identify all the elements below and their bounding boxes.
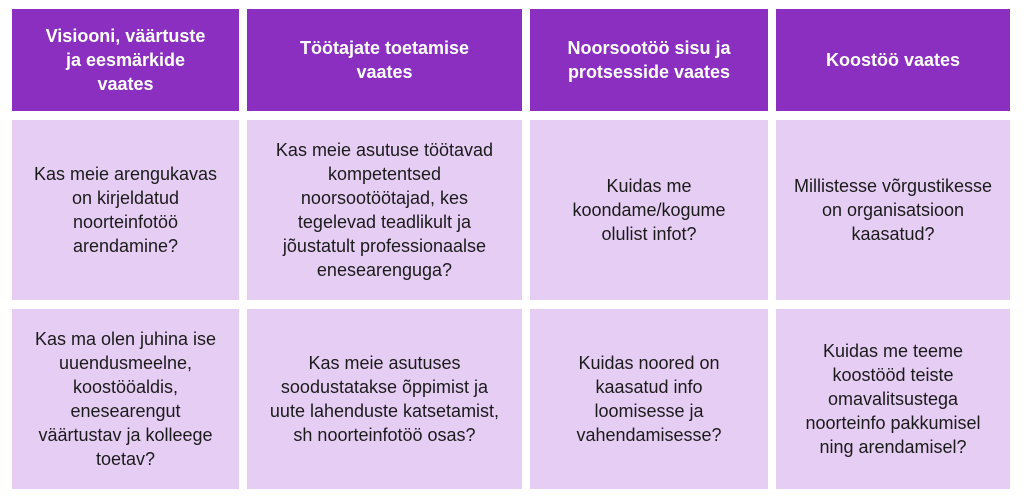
question-cell [530, 309, 768, 489]
question-cell [12, 309, 239, 489]
header-staff-support [247, 9, 522, 111]
question-text: Kas meie asutuses soodustatakse õppimist ja uute lahenduste katsetamist, sh noorteinfotöö osas? [269, 353, 500, 445]
question-text: Millistesse võrgustikesse on organisatsioon kaasatud? [793, 176, 993, 244]
header-vision-values-goals [12, 9, 239, 111]
question-cell [12, 120, 239, 300]
question-text: Kuidas noored on kaasatud info loomisesse ja vahendamisesse? [576, 353, 722, 445]
question-text: Kas meie asutuse töötavad kompetentsed noorsootöötajad, kes tegelevad teadlikult ja jõustatult professionaalse enesearenguga? [275, 140, 494, 280]
perspectives-table [12, 9, 1010, 489]
question-cell [530, 120, 768, 300]
question-cell [247, 120, 522, 300]
header-label: Koostöö vaates [825, 50, 961, 70]
question-text: Kuidas me koondame/kogume olulist infot? [572, 176, 726, 244]
question-cell [247, 309, 522, 489]
header-cooperation [776, 9, 1010, 111]
header-label: Noorsootöö sisu ja protsesside vaates [567, 38, 731, 82]
question-text: Kuidas me teeme koostööd teiste omavalitsustega noorteinfo pakkumisel ning arendamisel? [805, 341, 981, 457]
header-label: Visiooni, väärtuste ja eesmärkide vaates [45, 26, 206, 94]
question-cell [776, 120, 1010, 300]
question-text: Kas ma olen juhina ise uuendusmeelne, koostööaldis, enesearengut väärtustav ja kolleege toetav? [34, 329, 217, 469]
question-cell [776, 309, 1010, 489]
question-text: Kas meie arengukavas on kirjeldatud noorteinfotöö arendamine? [33, 164, 218, 256]
header-label: Töötajate toetamise vaates [299, 38, 470, 82]
header-youth-work-content [530, 9, 768, 111]
